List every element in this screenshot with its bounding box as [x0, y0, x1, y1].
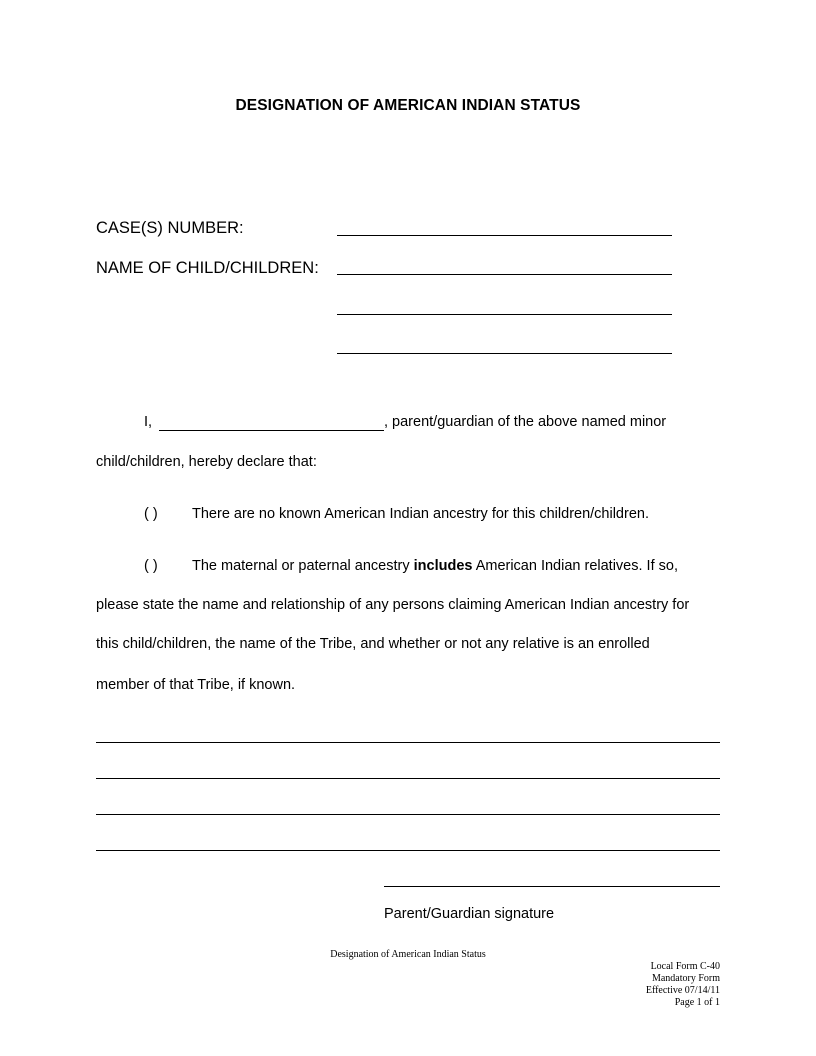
option-1-text: There are no known American Indian ancestry for this children/children. — [192, 506, 649, 522]
case-number-label: CASE(S) NUMBER: — [96, 219, 244, 237]
child-name-field-1[interactable] — [337, 274, 672, 275]
option-2-checkbox[interactable]: ( ) — [144, 558, 158, 574]
option-2-text — [192, 558, 678, 574]
option-2-text-bold: includes — [413, 558, 473, 574]
guardian-name-field[interactable] — [159, 430, 384, 431]
option-2-continuation-2: this child/children, the name of the Tribe, and whether or not any relative is an enrolled — [96, 636, 650, 652]
footer-form-number: Local Form C-40 — [650, 961, 720, 972]
footer-page-number: Page 1 of 1 — [674, 997, 720, 1008]
declaration-suffix: , parent/guardian of the above named minor — [384, 414, 667, 430]
ancestry-detail-line-2[interactable] — [96, 778, 720, 779]
option-2-continuation-1: please state the name and relationship of any persons claiming American Indian ancestry for — [96, 597, 690, 613]
footer-form-info — [646, 961, 720, 1009]
footer-document-title: Designation of American Indian Status — [330, 949, 486, 960]
child-name-label: NAME OF CHILD/CHILDREN: — [96, 259, 319, 277]
ancestry-detail-line-4[interactable] — [96, 850, 720, 851]
footer-form-type: Mandatory Form — [651, 973, 720, 984]
option-2-continuation-3: member of that Tribe, if known. — [96, 677, 296, 693]
option-2-text-after: American Indian relatives. If so, — [472, 558, 678, 574]
child-name-field-3[interactable] — [337, 353, 672, 354]
case-number-field[interactable] — [337, 235, 672, 236]
signature-label: Parent/Guardian signature — [384, 906, 555, 922]
footer-effective-date: Effective 07/14/11 — [645, 985, 720, 996]
declaration-line-2: child/children, hereby declare that: — [96, 454, 317, 470]
child-name-field-2[interactable] — [337, 314, 672, 315]
declaration-prefix: I, — [144, 414, 153, 430]
option-1-checkbox[interactable]: ( ) — [144, 506, 158, 522]
page-title: DESIGNATION OF AMERICAN INDIAN STATUS — [235, 97, 581, 114]
ancestry-detail-line-1[interactable] — [96, 742, 720, 743]
ancestry-detail-line-3[interactable] — [96, 814, 720, 815]
option-2-text-before: The maternal or paternal ancestry — [192, 558, 414, 574]
signature-field[interactable] — [384, 886, 720, 887]
